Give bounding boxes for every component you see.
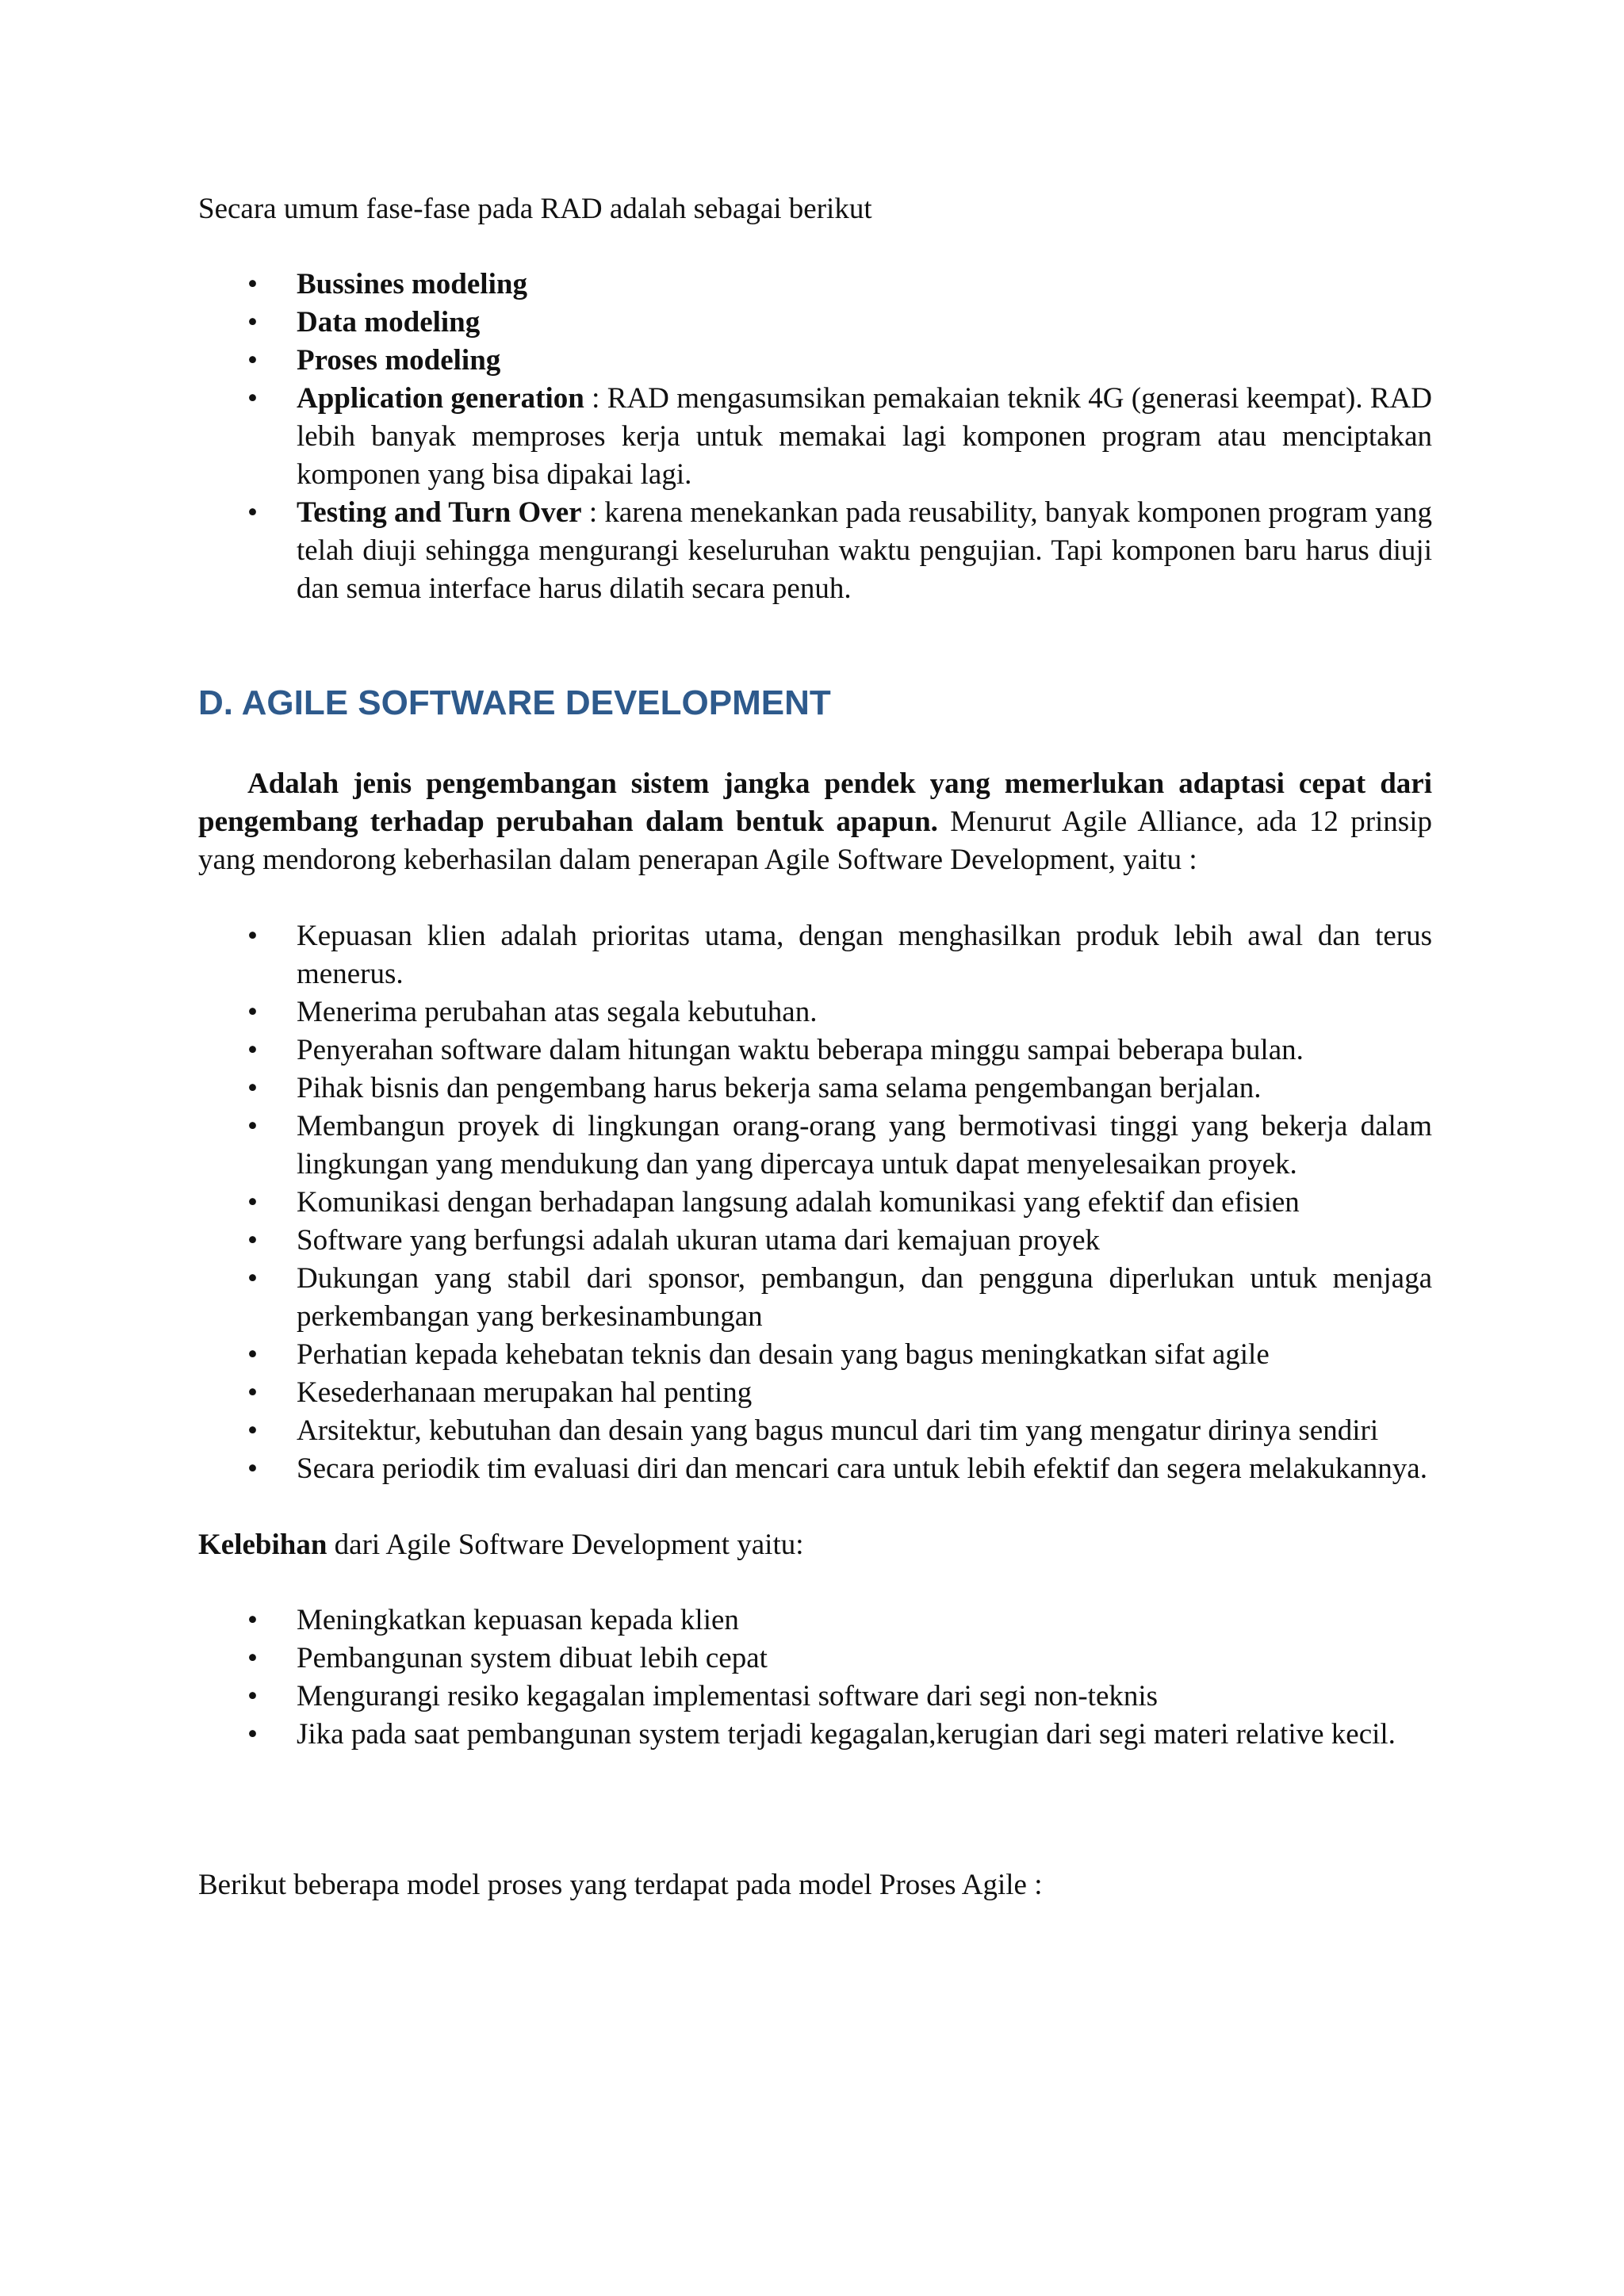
list-item: • Penyerahan software dalam hitungan waktu beberapa minggu sampai beberapa bulan. [198, 1031, 1432, 1070]
list-item: • Meningkatkan kepuasan kepada klien [198, 1601, 1432, 1640]
closing-paragraph: Berikut beberapa model proses yang terdapat pada model Proses Agile : [198, 1869, 1043, 1901]
list-item: • Software yang berfungsi adalah ukuran utama dari kemajuan proyek [198, 1222, 1432, 1260]
list-item: • Menerima perubahan atas segala kebutuhan. [198, 993, 1432, 1031]
advantages-bold-text: Kelebihan [198, 1529, 327, 1561]
list-item-text: : karena menekankan pada reusability, banyak komponen program yang telah diuji sehingga mengurangi keseluruhan waktu pengujian. Tapi komponen baru harus diuji dan semua interface harus dilatih secara penuh. [297, 496, 1432, 605]
list-item [198, 342, 1432, 380]
list-item [198, 380, 1432, 494]
list-item-title: Application generation [297, 382, 584, 415]
list-item-title: Data modeling [297, 306, 481, 339]
document-body [198, 190, 1432, 1904]
list-item: • Kepuasan klien adalah prioritas utama, dengan menghasilkan produk lebih awal dan terus menerus. [198, 917, 1432, 993]
advantages-list [198, 1601, 1432, 1754]
definition-bold-text: Adalah jenis pengembangan sistem jangka pendek yang memerlukan adaptasi cepat dari pengembang terhadap perubahan dalam bentuk apapun. [198, 767, 1432, 838]
list-item [198, 304, 1432, 342]
list-item: • Pihak bisnis dan pengembang harus bekerja sama selama pengembangan berjalan. [198, 1070, 1432, 1108]
principles-list [198, 917, 1432, 1488]
definition-text: Menurut Agile Alliance, ada 12 prinsip yang mendorong keberhasilan dalam penerapan Agile Software Development, yaitu : [198, 806, 1432, 876]
rad-phases-list [198, 266, 1432, 608]
advantages-intro-text: dari Agile Software Development yaitu: [327, 1529, 804, 1561]
section-heading: D. AGILE SOFTWARE DEVELOPMENT [198, 683, 831, 722]
advantages-intro-paragraph [198, 1526, 1432, 1564]
definition-paragraph [198, 765, 1432, 879]
list-item: • Arsitektur, kebutuhan dan desain yang bagus muncul dari tim yang mengatur dirinya sendiri [198, 1412, 1432, 1450]
list-item-text: : RAD mengasumsikan pemakaian teknik 4G (generasi keempat). RAD lebih banyak memproses kerja untuk memakai lagi komponen program atau menciptakan komponen yang bisa dipakai lagi. [297, 382, 1432, 491]
list-item-title: Proses modeling [297, 344, 501, 377]
list-item: • Jika pada saat pembangunan system terjadi kegagalan,kerugian dari segi materi relative kecil. [198, 1716, 1432, 1754]
list-item: • Pembangunan system dibuat lebih cepat [198, 1640, 1432, 1678]
list-item: • Membangun proyek di lingkungan orang-orang yang bermotivasi tinggi yang bekerja dalam lingkungan yang mendukung dan yang dipercaya untuk dapat menyelesaikan proyek. [198, 1108, 1432, 1184]
list-item: • Perhatian kepada kehebatan teknis dan desain yang bagus meningkatkan sifat agile [198, 1336, 1432, 1374]
list-item-title: Bussines modeling [297, 268, 527, 300]
rad-intro-paragraph: Secara umum fase-fase pada RAD adalah sebagai berikut [198, 193, 872, 225]
list-item: • Mengurangi resiko kegagalan implementasi software dari segi non-teknis [198, 1678, 1432, 1716]
list-item: • Secara periodik tim evaluasi diri dan mencari cara untuk lebih efektif dan segera melakukannya. [198, 1450, 1432, 1488]
list-item-title: Testing and Turn Over [297, 496, 582, 529]
list-item: • Dukungan yang stabil dari sponsor, pembangun, dan pengguna diperlukan untuk menjaga perkembangan yang berkesinambungan [198, 1260, 1432, 1336]
list-item [198, 266, 1432, 304]
list-item: • Komunikasi dengan berhadapan langsung adalah komunikasi yang efektif dan efisien [198, 1184, 1432, 1222]
list-item [198, 494, 1432, 608]
list-item: • Kesederhanaan merupakan hal penting [198, 1374, 1432, 1412]
